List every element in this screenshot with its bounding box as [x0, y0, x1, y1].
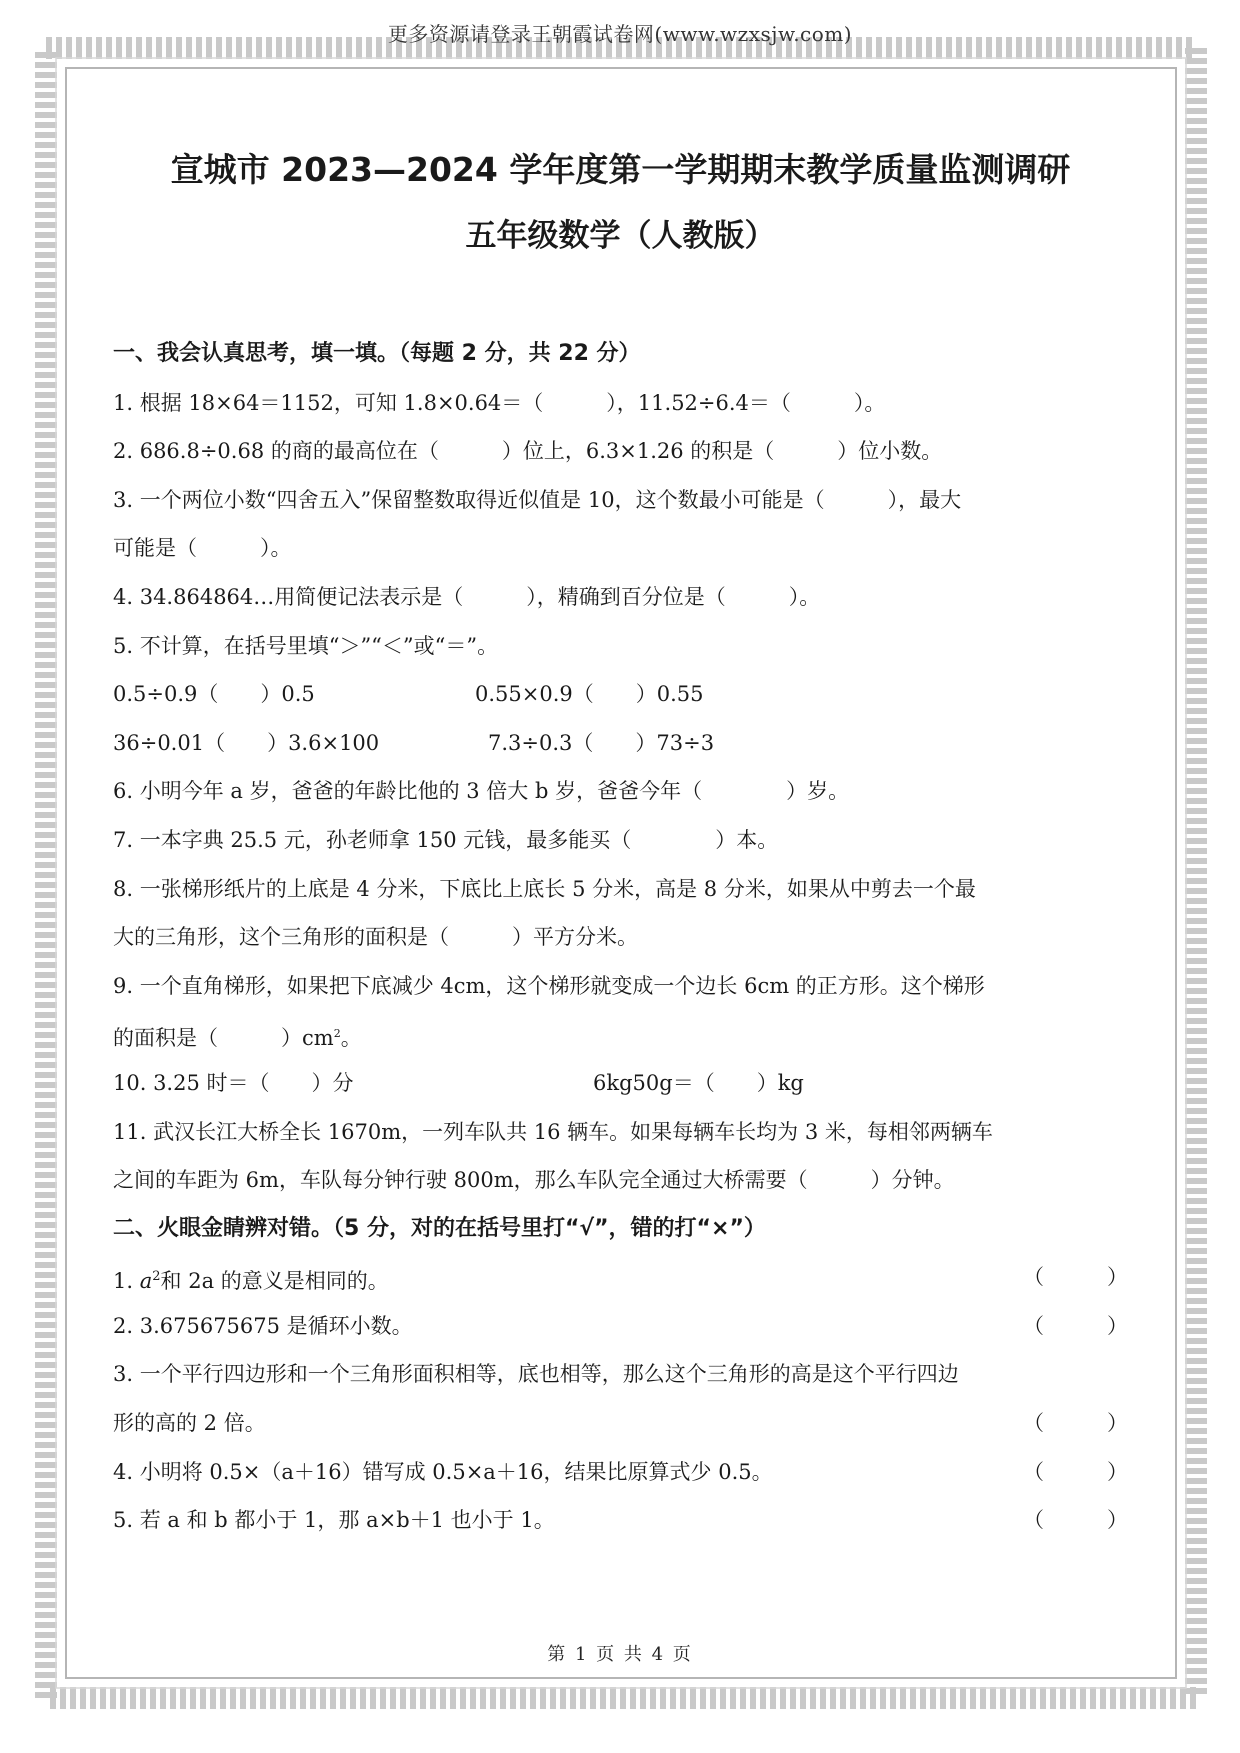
- question-1-3-line2: 可能是（ ）。: [113, 536, 292, 561]
- exam-subtitle: 五年级数学（人教版）: [465, 217, 776, 254]
- compare-item: 0.55×0.9（ ）0.55: [475, 682, 704, 707]
- question-1-10: [113, 1059, 1128, 1108]
- question-1-2: 2. 686.8÷0.68 的商的最高位在（ ）位上，6.3×1.26 的积是（ ）位小数。: [113, 439, 943, 464]
- question-1-5: 5. 不计算，在括号里填“＞”“＜”或“＝”。: [113, 633, 499, 658]
- conversion-item: 10. 3.25 时＝（ ）分: [113, 1070, 354, 1095]
- question-1-5-row2: [113, 719, 1128, 768]
- answer-blank[interactable]: （ ）: [1023, 1313, 1128, 1338]
- question-1-11-line1: 11. 武汉长江大桥全长 1670m，一列车队共 16 辆车。如果每辆车长均为 3 米，每相邻两辆车: [113, 1119, 993, 1144]
- question-1-8-line1: 8. 一张梯形纸片的上底是 4 分米，下底比上底长 5 分米，高是 8 分米，如果从中剪去一个最: [113, 876, 976, 901]
- page-footer: 第 1 页 共 4 页: [547, 1644, 693, 1665]
- judge-question-4: [113, 1448, 1128, 1497]
- judge-question-2-text: 2. 3.675675675 是循环小数。: [113, 1313, 413, 1338]
- compare-item: 0.5÷0.9（ ）0.5: [113, 682, 315, 707]
- answer-blank[interactable]: （ ）: [1023, 1411, 1128, 1436]
- question-1-5-row1: [113, 670, 1128, 719]
- compare-item: 7.3÷0.3（ ）73÷3: [488, 730, 715, 755]
- section-2-heading: 二、火眼金睛辨对错。（5 分，对的在括号里打“√”，错的打“×”）: [113, 1215, 766, 1241]
- superscript: 2: [333, 1027, 341, 1041]
- judge-question-3-line1: 3. 一个平行四边形和一个三角形面积相等，底也相等，那么这个三角形的高是这个平行四边: [113, 1362, 959, 1387]
- question-1-6: 6. 小明今年 a 岁，爸爸的年龄比他的 3 倍大 b 岁，爸爸今年（ ）岁。: [113, 779, 850, 804]
- conversion-item: 6kg50g＝（ ）kg: [593, 1070, 804, 1095]
- question-1-9-line2: [113, 1010, 1128, 1059]
- judge-question-3-text: 形的高的 2 倍。: [113, 1411, 266, 1436]
- judge-question-3-line2: [113, 1399, 1128, 1448]
- superscript: 2: [152, 1269, 161, 1285]
- judge-question-1-num: 1.: [113, 1269, 140, 1294]
- answer-blank[interactable]: （ ）: [1023, 1265, 1128, 1290]
- judge-question-2: [113, 1302, 1128, 1351]
- question-1-9-end: 。: [340, 1026, 362, 1051]
- question-1-8-line2: 大的三角形，这个三角形的面积是（ ）平方分米。: [113, 925, 638, 950]
- question-1-9-text: 的面积是（ ）cm: [113, 1026, 334, 1051]
- judge-question-5-text: 5. 若 a 和 b 都小于 1，那 a×b＋1 也小于 1。: [113, 1508, 555, 1533]
- question-1-4: 4. 34.864864…用简便记法表示是（ ），精确到百分位是（ ）。: [113, 584, 821, 609]
- section-1-heading: 一、我会认真思考，填一填。（每题 2 分，共 22 分）: [113, 341, 641, 366]
- exam-content: [113, 330, 1128, 1545]
- question-1-1: 1. 根据 18×64＝1152，可知 1.8×0.64＝（ ），11.52÷6.4＝（ ）。: [113, 390, 886, 415]
- answer-blank[interactable]: （ ）: [1023, 1508, 1128, 1533]
- question-1-3-line1: 3. 一个两位小数“四舍五入”保留整数取得近似值是 10，这个数最小可能是（ ），最大: [113, 487, 962, 512]
- variable-a: a: [139, 1269, 153, 1294]
- question-1-7: 7. 一本字典 25.5 元，孙老师拿 150 元钱，最多能买（ ）本。: [113, 827, 779, 852]
- question-1-9-line1: 9. 一个直角梯形，如果把下底减少 4cm，这个梯形就变成一个边长 6cm 的正方形。这个梯形: [113, 973, 985, 998]
- answer-blank[interactable]: （ ）: [1023, 1459, 1128, 1484]
- judge-question-4-text: 4. 小明将 0.5×（a＋16）错写成 0.5×a＋16，结果比原算式少 0.5。: [113, 1459, 773, 1484]
- judge-question-5: [113, 1496, 1128, 1545]
- judge-question-1: [113, 1253, 1128, 1302]
- exam-page: [113, 150, 1128, 1533]
- header-note: 更多资源请登录王朝霞试卷网(www.wzxsjw.com): [387, 22, 853, 46]
- judge-question-1-text: 和 2a 的意义是相同的。: [160, 1269, 389, 1294]
- exam-title: 宣城市 2023—2024 学年度第一学期期末教学质量监测调研: [170, 150, 1071, 189]
- question-1-11-line2: 之间的车距为 6m，车队每分钟行驶 800m，那么车队完全通过大桥需要（ ）分钟。: [113, 1168, 955, 1193]
- compare-item: 36÷0.01（ ）3.6×100: [113, 730, 380, 755]
